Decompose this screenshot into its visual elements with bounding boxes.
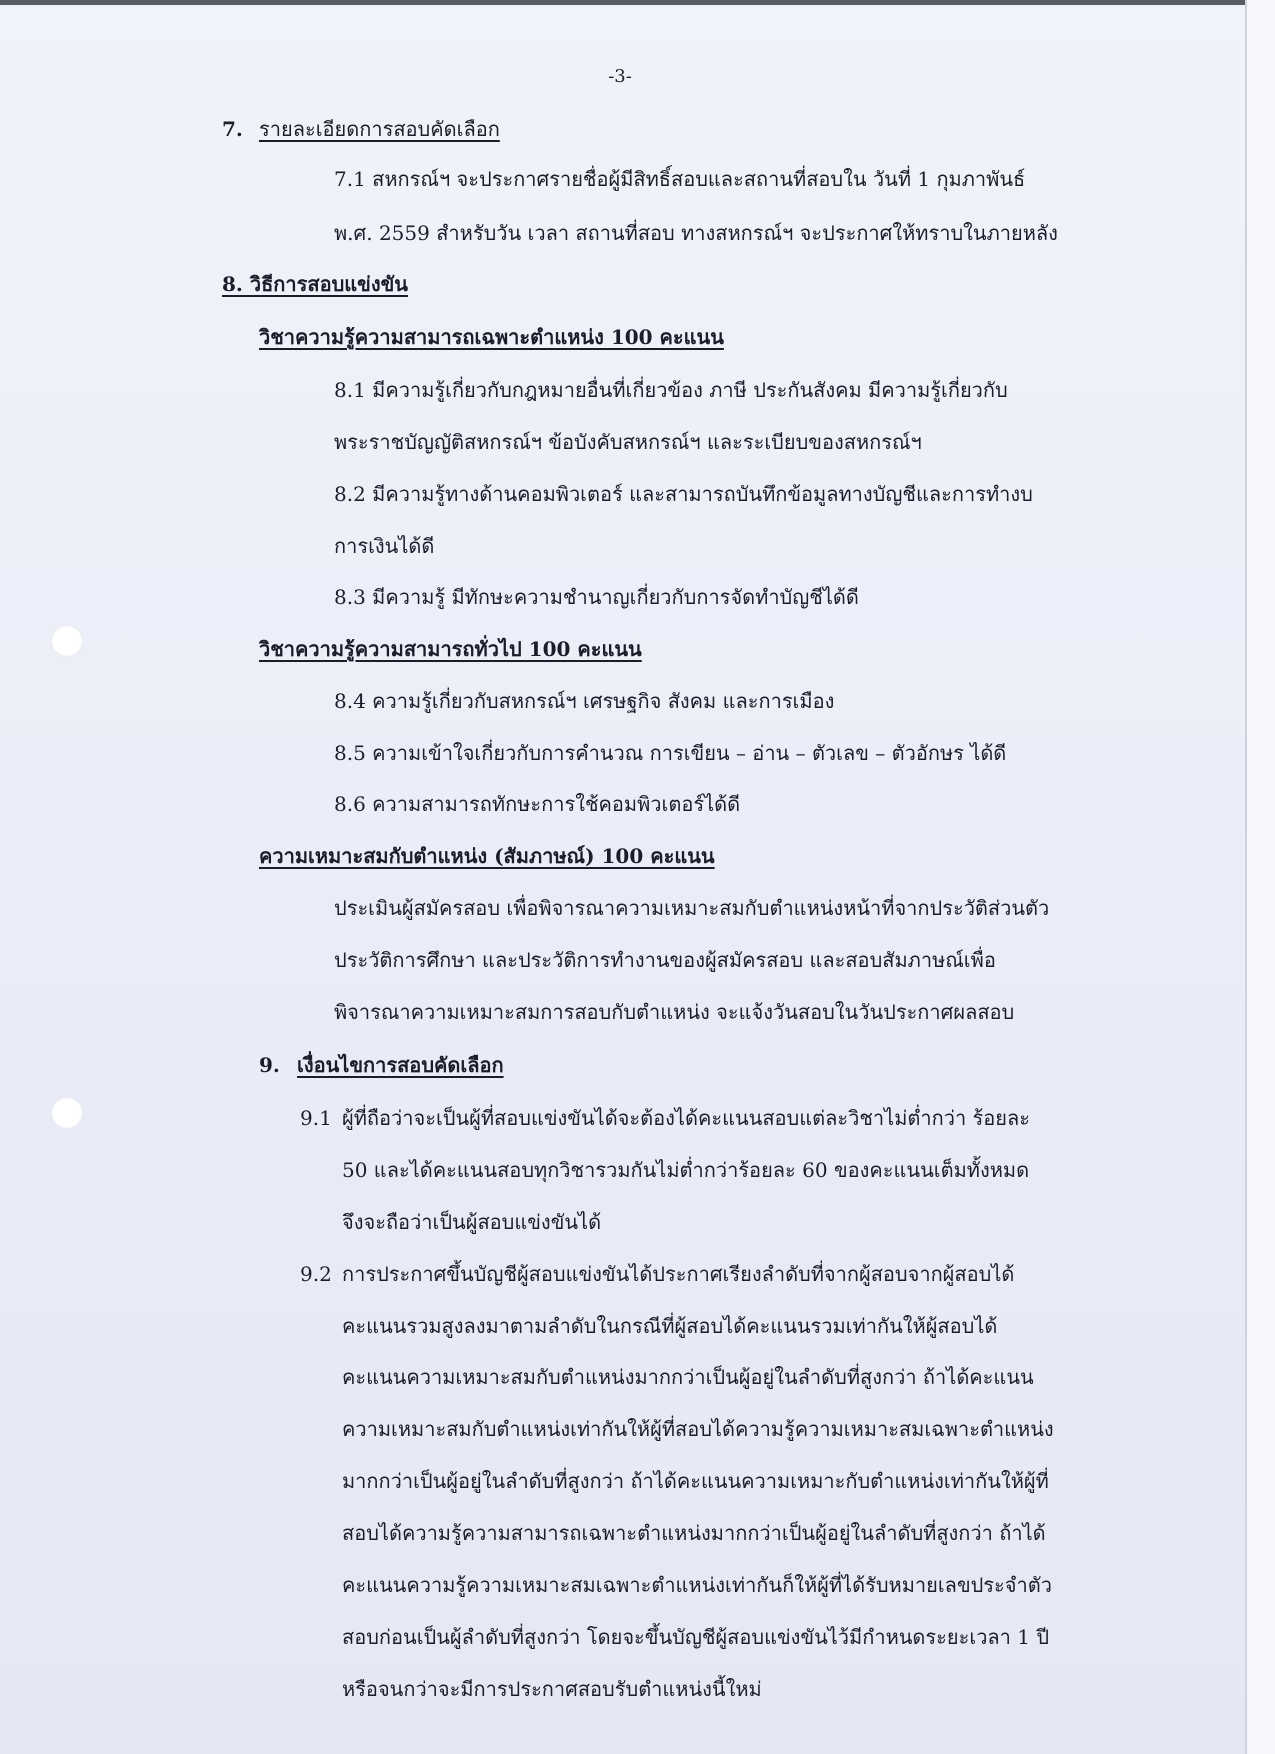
item-8-5: 8.5 ความเข้าใจเกี่ยวกับการคำนวณ การเขียน – อ่าน – ตัวเลข – ตัวอักษร ได้ดี — [334, 741, 1007, 765]
item-9-1-line-2: 50 และได้คะแนนสอบทุกวิชารวมกันไม่ต่ำกว่าร้อยละ 60 ของคะแนนเต็มทั้งหมด — [342, 1158, 1030, 1182]
evaluation-line-2: ประวัติการศึกษา และประวัติการทำงานของผู้สมัครสอบ และสอบสัมภาษณ์เพื่อ — [334, 948, 996, 972]
item-9-2-line-1: การประกาศขึ้นบัญชีผู้สอบแข่งขันได้ประกาศเรียงลำดับที่จากผู้สอบจากผู้สอบได้ — [342, 1262, 1015, 1286]
evaluation-line-1: ประเมินผู้สมัครสอบ เพื่อพิจารณาความเหมาะสมกับตำแหน่งหน้าที่จากประวัติส่วนตัว — [334, 896, 1050, 920]
item-9-2-line-4: ความเหมาะสมกับตำแหน่งเท่ากันให้ผู้ที่สอบได้ความรู้ความเหมาะสมเฉพาะตำแหน่ง — [342, 1417, 1054, 1441]
item-9-2-line-8: สอบก่อนเป็นผู้ลำดับที่สูงกว่า โดยจะขึ้นบัญชีผู้สอบแข่งขันไว้มีกำหนดระยะเวลา 1 ปี — [342, 1625, 1050, 1649]
item-9-2-number: 9.2 — [300, 1262, 332, 1286]
item-9-2-line-6: สอบได้ความรู้ความสามารถเฉพาะตำแหน่งมากกว่าเป็นผู้อยู่ในลำดับที่สูงกว่า ถ้าได้ — [342, 1521, 1046, 1545]
item-8-6: 8.6 ความสามารถทักษะการใช้คอมพิวเตอร์ได้ดี — [334, 792, 741, 816]
evaluation-line-3: พิจารณาความเหมาะสมการสอบกับตำแหน่ง จะแจ้งวันสอบในวันประกาศผลสอบ — [334, 1000, 1015, 1024]
subheading-interview: ความเหมาะสมกับตำแหน่ง (สัมภาษณ์) 100 คะแนน — [259, 844, 715, 868]
item-9-2-line-9: หรือจนกว่าจะมีการประกาศสอบรับตำแหน่งนี้ใหม่ — [342, 1677, 762, 1701]
item-9-2-line-5: มากกว่าเป็นผู้อยู่ในลำดับที่สูงกว่า ถ้าได้คะแนนความเหมาะกับตำแหน่งเท่ากันให้ผู้ที่ — [342, 1469, 1049, 1493]
item-9-1-number: 9.1 — [300, 1106, 332, 1130]
section-9-number: 9. — [259, 1053, 280, 1077]
subheading-general-knowledge: วิชาความรู้ความสามารถทั่วไป 100 คะแนน — [259, 637, 642, 661]
item-9-1-line-1: ผู้ที่ถือว่าจะเป็นผู้ที่สอบแข่งขันได้จะต้องได้คะแนนสอบแต่ละวิชาไม่ต่ำกว่า ร้อยละ — [342, 1106, 1030, 1130]
section-9-title: เงื่อนไขการสอบคัดเลือก — [297, 1053, 504, 1077]
section-7-number: 7. — [222, 117, 243, 141]
item-9-2-line-3: คะแนนความเหมาะสมกับตำแหน่งมากกว่าเป็นผู้อยู่ในลำดับที่สูงกว่า ถ้าได้คะแนน — [342, 1365, 1034, 1389]
page-number: -3- — [608, 66, 632, 87]
paragraph-7-1-line-1: 7.1 สหกรณ์ฯ จะประกาศรายชื่อผู้มีสิทธิ์สอบและสถานที่สอบใน วันที่ 1 กุมภาพันธ์ — [334, 167, 1026, 191]
subheading-specific-knowledge: วิชาความรู้ความสามารถเฉพาะตำแหน่ง 100 คะแนน — [259, 325, 724, 349]
item-8-1-line-2: พระราชบัญญัติสหกรณ์ฯ ข้อบังคับสหกรณ์ฯ และระเบียบของสหกรณ์ฯ — [334, 430, 922, 454]
item-9-2-line-7: คะแนนความรู้ความเหมาะสมเฉพาะตำแหน่งเท่ากันก็ให้ผู้ที่ได้รับหมายเลขประจำตัว — [342, 1573, 1052, 1597]
item-9-2-line-2: คะแนนรวมสูงลงมาตามลำดับในกรณีที่ผู้สอบได้คะแนนรวมเท่ากันให้ผู้สอบได้ — [342, 1314, 998, 1338]
item-8-3: 8.3 มีความรู้ มีทักษะความชำนาญเกี่ยวกับการจัดทำบัญชีได้ดี — [334, 585, 859, 609]
item-9-1-line-3: จึงจะถือว่าเป็นผู้สอบแข่งขันได้ — [342, 1210, 602, 1234]
section-7-title: รายละเอียดการสอบคัดเลือก — [259, 117, 500, 141]
item-8-2-line-1: 8.2 มีความรู้ทางด้านคอมพิวเตอร์ และสามารถบันทึกข้อมูลทางบัญชีและการทำงบ — [334, 482, 1033, 506]
paragraph-7-1-line-2: พ.ศ. 2559 สำหรับวัน เวลา สถานที่สอบ ทางสหกรณ์ฯ จะประกาศให้ทราบในภายหลัง — [334, 221, 1058, 245]
item-8-2-line-2: การเงินได้ดี — [334, 534, 435, 558]
item-8-1-line-1: 8.1 มีความรู้เกี่ยวกับกฎหมายอื่นที่เกี่ยวข้อง ภาษี ประกันสังคม มีความรู้เกี่ยวกับ — [334, 378, 1008, 402]
item-8-4: 8.4 ความรู้เกี่ยวกับสหกรณ์ฯ เศรษฐกิจ สังคม และการเมือง — [334, 689, 835, 713]
section-8-title: 8. วิธีการสอบแข่งขัน — [222, 272, 408, 296]
